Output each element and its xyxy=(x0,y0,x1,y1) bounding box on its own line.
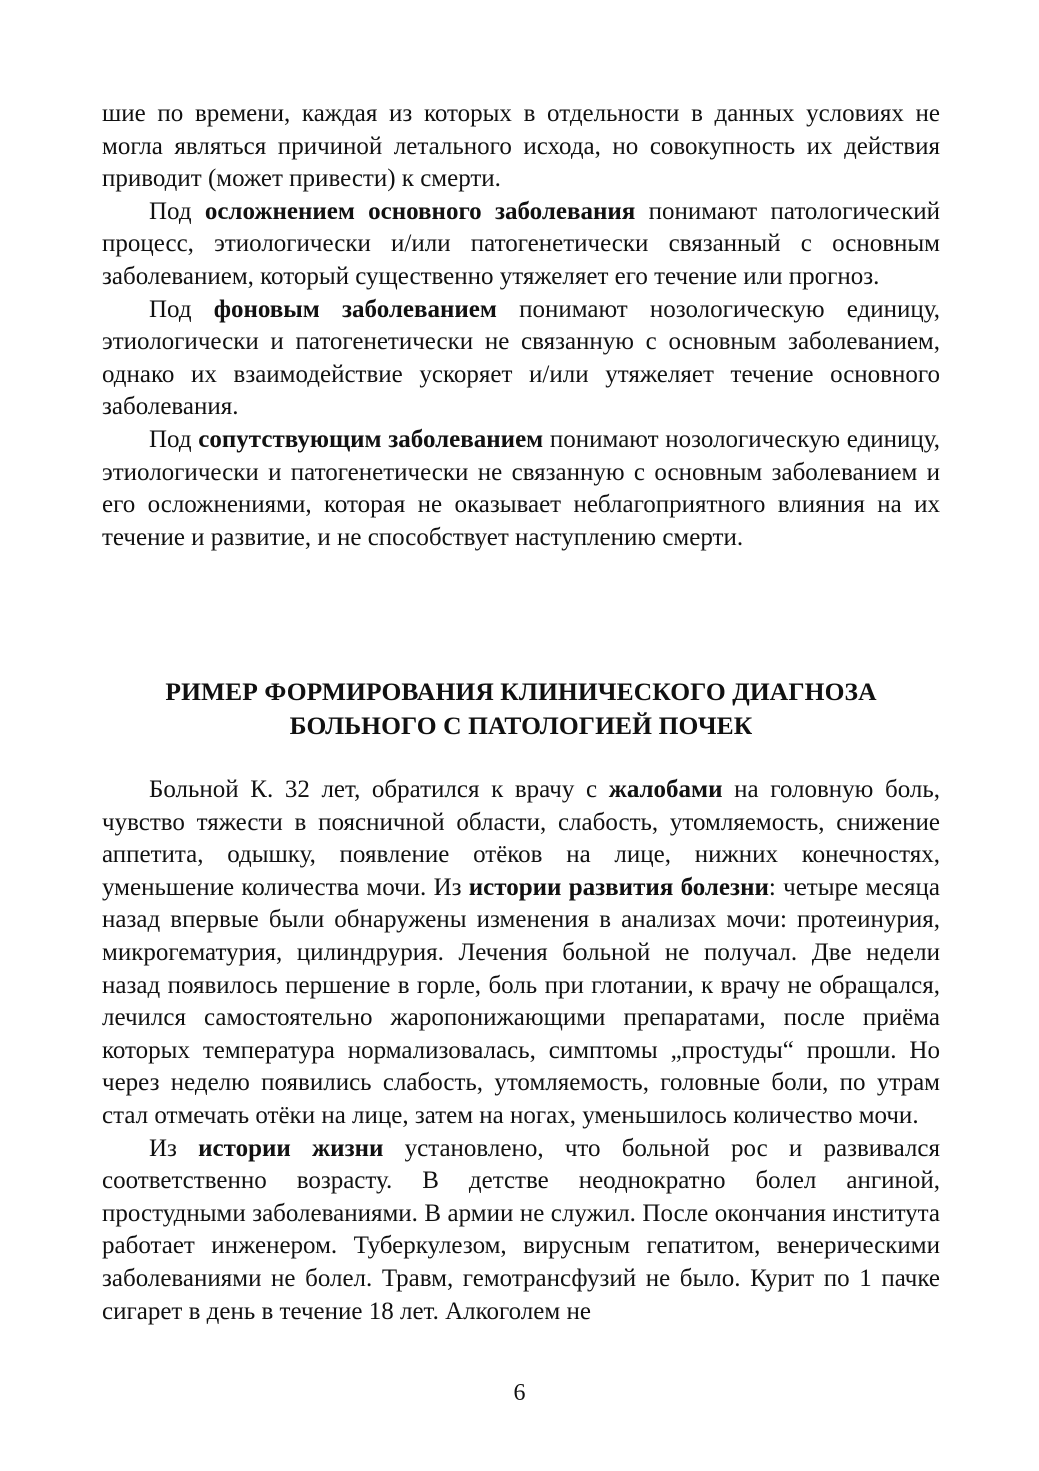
paragraph-continuation: шие по времени, каждая из которых в отдельности в данных условиях не могла являться причиной летального исхода, но совокупность их действия приводит (может привести) к смерти. xyxy=(102,100,940,193)
text-span: : четыре месяца назад впервые были обнаружены изменения в анализах мочи: протеинурия, микрогематурия, цилиндрурия. Лечения больной не получал. Две недели назад появилось першение в горле, боль при глотании, к врачу не обращался, лечился самостоятельно жаропонижающими препаратами, после приёма которых температура нормализовалась, симптомы „простуды“ прошли. Но через неделю появились слабость, утомляемость, головные боли, по утрам стал отмечать отёки на лице, затем на ногах, уменьшилось количество мочи. xyxy=(102,873,940,1129)
text-block-definitions xyxy=(102,98,940,554)
text-block-case-example xyxy=(102,774,940,1328)
bold-term: фоновым заболеванием xyxy=(213,295,497,323)
paragraph-background-disease xyxy=(102,294,940,424)
paragraph-complication xyxy=(102,196,940,294)
bold-term: жалобами xyxy=(608,776,723,803)
page-number: 6 xyxy=(513,1380,526,1406)
text-span: понимают патологический процесс, этиологически и/или патогенетически связанный с основным заболеванием, который существенно утяжеляет его течение или прогноз. xyxy=(102,197,940,290)
text-span: понимают нозологическую единицу, этиологически и патогенетически не связанную с основным заболеванием и его осложнениями, которая не оказывает неблагоприятного влияния на их течение и развитие, и не способствует наступлению смерти. xyxy=(102,425,940,551)
paragraph-concomitant-disease xyxy=(102,424,940,554)
bold-term: осложнением основного заболевания xyxy=(204,197,636,225)
bold-term: истории развития болезни xyxy=(468,873,769,901)
section-heading-line-1: РИМЕР ФОРМИРОВАНИЯ КЛИНИЧЕСКОГО ДИАГНОЗА xyxy=(165,677,877,706)
text-span: Под xyxy=(149,295,214,323)
paragraph-life-history xyxy=(102,1133,940,1329)
text-span: понимают нозологическую единицу, этиологически и патогенетически не связанную с основным заболеванием, однако их взаимодействие ускоряет и/или утяжеляет течение основного заболевания. xyxy=(102,295,940,421)
text-span: Из xyxy=(149,1134,199,1162)
paragraph-complaints-history xyxy=(102,774,940,1133)
text-span: Больной К. 32 лет, обратился к врачу с xyxy=(149,776,609,803)
bold-term: истории жизни xyxy=(198,1134,384,1162)
section-heading-line-2: БОЛЬНОГО С ПАТОЛОГИЕЙ ПОЧЕК xyxy=(289,711,753,740)
text-span: Под xyxy=(149,425,199,453)
text-span: установлено, что больной рос и развивался соответственно возрасту. В детстве неоднократно болел ангиной, простудными заболеваниями. В армии не служил. После окончания института работает инженером. Туберкулезом, вирусным гепатитом, венерическими заболеваниями не болел. Травм, гемотрансфузий не было. Курит по 1 пачке сигарет в день в течение 18 лет. Алкоголем не xyxy=(102,1134,940,1325)
text-span: Под xyxy=(149,197,205,225)
bold-term: сопутствующим заболеванием xyxy=(198,425,544,453)
section-heading xyxy=(102,675,940,743)
text-span: на головную боль, чувство тяжести в поясничной области, слабость, утомляемость, снижение аппетита, одышку, появление отёков на лице, нижних конечностях, уменьшение количества мочи. Из xyxy=(102,776,940,901)
